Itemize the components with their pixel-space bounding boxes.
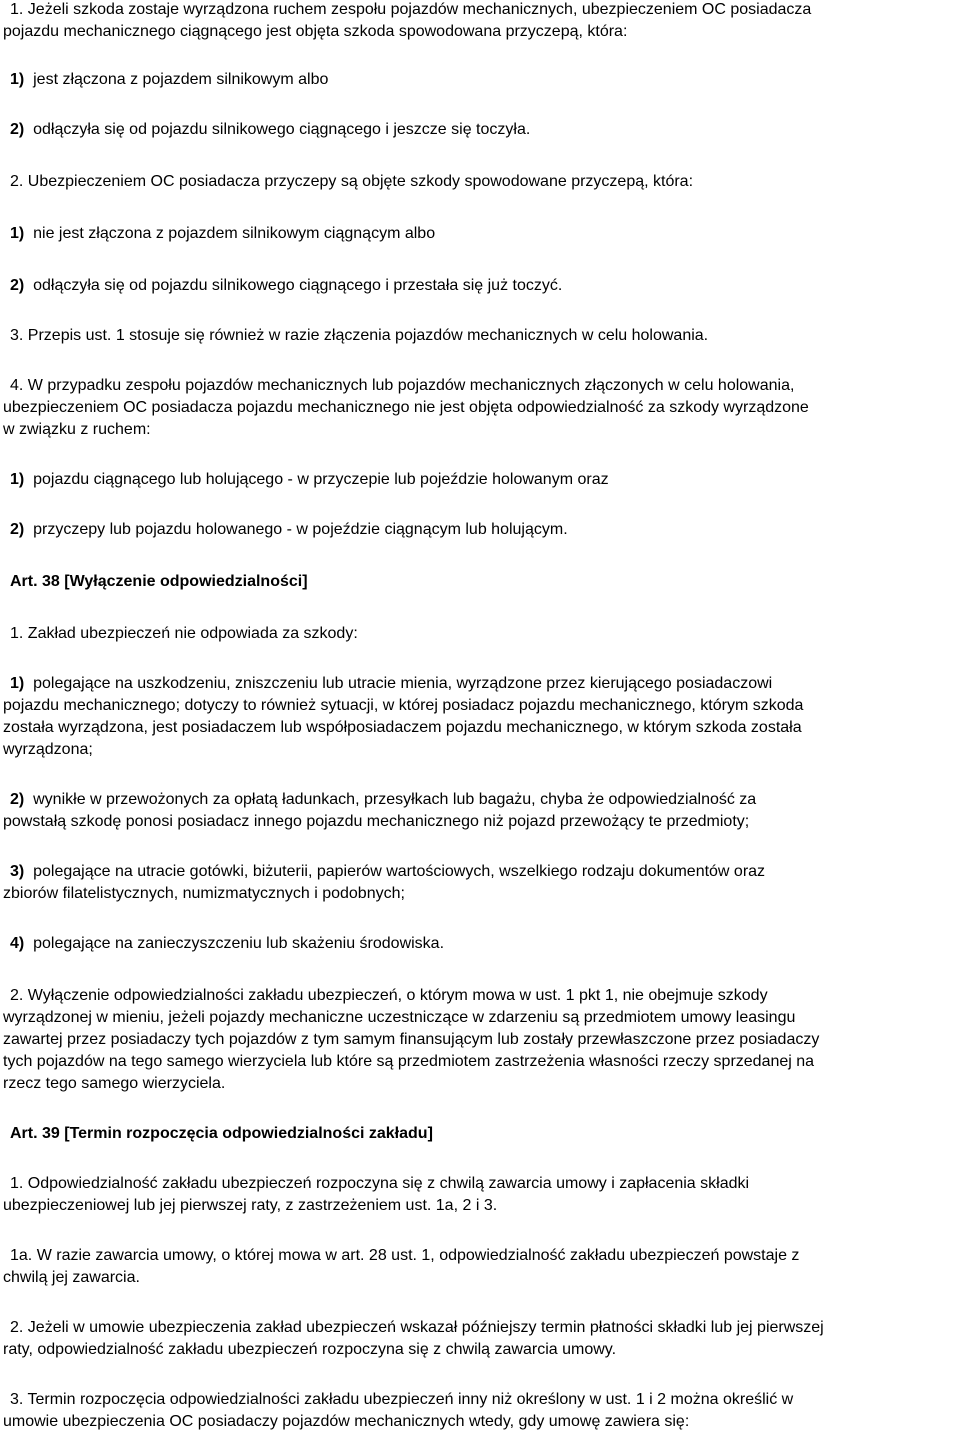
text-line	[3, 420, 151, 440]
text-span: 3. Termin rozpoczęcia odpowiedzialności zakładu ubezpieczeń inny niż określony w ust. 1 i 2 można określić w	[10, 1391, 794, 1408]
bold-text: 2)	[10, 277, 25, 294]
text-line	[10, 172, 693, 192]
text-span: raty, odpowiedzialność zakładu ubezpieczeń rozpoczyna się z chwilą zawarcia umowy.	[3, 1341, 617, 1358]
text-line	[10, 790, 756, 810]
text-line	[10, 624, 358, 644]
text-line	[3, 718, 802, 738]
text-span: została wyrządzona, jest posiadaczem lub współposiadaczem pojazdu mechanicznego, w którym szkoda została	[3, 719, 802, 736]
bold-text: 2)	[10, 791, 25, 808]
text-span: w związku z ruchem:	[3, 421, 151, 438]
text-line	[3, 1412, 689, 1432]
text-line	[3, 740, 93, 760]
text-line	[10, 934, 444, 954]
bold-text: 1)	[10, 675, 25, 692]
text-line	[10, 1124, 433, 1144]
text-span: 1. Jeżeli szkoda zostaje wyrządzona ruchem zespołu pojazdów mechanicznych, ubezpieczeniem OC posiadacza	[10, 1, 812, 18]
bold-text: 1)	[10, 71, 25, 88]
text-line	[10, 862, 765, 882]
text-line	[3, 1030, 819, 1050]
text-span: polegające na utracie gotówki, biżuterii, papierów wartościowych, wszelkiego rodzaju dokumentów oraz	[24, 863, 766, 880]
text-line	[3, 1268, 140, 1288]
text-span: 1a. W razie zawarcia umowy, o której mowa w art. 28 ust. 1, odpowiedzialność zakładu ubezpieczeń powstaje z	[10, 1247, 800, 1264]
text-span: ubezpieczeniowej lub jej pierwszej raty, z zastrzeżeniem ust. 1a, 2 i 3.	[3, 1197, 498, 1214]
text-line	[3, 1074, 225, 1094]
text-line	[10, 224, 435, 244]
text-span: zbiorów filatelistycznych, numizmatycznych i podobnych;	[3, 885, 405, 902]
text-line	[3, 812, 749, 832]
text-span: powstałą szkodę ponosi posiadacz innego pojazdu mechanicznego niż pojazd przewożący te przedmioty;	[3, 813, 750, 830]
text-span: ubezpieczeniem OC posiadacza pojazdu mechanicznego nie jest objęta odpowiedzialność za szkody wyrządzone	[3, 399, 809, 416]
bold-text: 4)	[10, 935, 25, 952]
text-line	[3, 1008, 795, 1028]
text-span: wyrządzona;	[3, 741, 93, 758]
text-span: umowie ubezpieczenia OC posiadaczy pojazdów mechanicznych wtedy, gdy umowę zawiera się:	[3, 1413, 690, 1430]
text-span: pojazdu mechanicznego ciągnącego jest objęta szkoda spowodowana przyczepą, która:	[3, 23, 628, 40]
text-line	[3, 398, 809, 418]
text-span: 1. Odpowiedzialność zakładu ubezpieczeń rozpoczyna się z chwilą zawarcia umowy i zapłacenia składki	[10, 1175, 750, 1192]
bold-text: 3)	[10, 863, 25, 880]
text-span: przyczepy lub pojazdu holowanego - w pojeździe ciągnącym lub holującym.	[24, 521, 568, 538]
text-span: 4. W przypadku zespołu pojazdów mechanicznych lub pojazdów mechanicznych złączonych w celu holowania,	[10, 377, 795, 394]
text-line	[10, 120, 530, 140]
bold-text: 2)	[10, 521, 25, 538]
text-line	[10, 1390, 793, 1410]
text-line	[10, 276, 562, 296]
text-line	[10, 520, 568, 540]
text-span: 2. Wyłączenie odpowiedzialności zakładu ubezpieczeń, o którym mowa w ust. 1 pkt 1, nie obejmuje szkody	[10, 987, 768, 1004]
text-span: 3. Przepis ust. 1 stosuje się również w razie złączenia pojazdów mechanicznych w celu holowania.	[10, 327, 709, 344]
text-span: jest złączona z pojazdem silnikowym albo	[24, 71, 329, 88]
text-line	[10, 70, 328, 90]
text-span: 1. Zakład ubezpieczeń nie odpowiada za szkody:	[10, 625, 358, 642]
text-line	[10, 674, 772, 694]
bold-text: 1)	[10, 471, 25, 488]
text-span: odłączyła się od pojazdu silnikowego ciągnącego i przestała się już toczyć.	[24, 277, 563, 294]
text-line	[3, 22, 627, 42]
text-span: nie jest złączona z pojazdem silnikowym ciągnącym albo	[24, 225, 436, 242]
text-line	[10, 1318, 824, 1338]
text-span: polegające na uszkodzeniu, zniszczeniu lub utracie mienia, wyrządzone przez kierującego posiadaczowi	[24, 675, 773, 692]
bold-text: Art. 38 [Wyłączenie odpowiedzialności]	[10, 573, 308, 590]
text-line	[3, 1052, 814, 1072]
bold-text: 2)	[10, 121, 25, 138]
text-span: odłączyła się od pojazdu silnikowego ciągnącego i jeszcze się toczyła.	[24, 121, 531, 138]
bold-text: 1)	[10, 225, 25, 242]
text-span: wyrządzonej w mieniu, jeżeli pojazdy mechaniczne uczestniczące w zdarzeniu są przedmiotem umowy leasingu	[3, 1009, 796, 1026]
text-span: rzecz tego samego wierzyciela.	[3, 1075, 226, 1092]
text-line	[3, 1196, 497, 1216]
text-line	[3, 1340, 616, 1360]
text-span: pojazdu ciągnącego lub holującego - w przyczepie lub pojeździe holowanym oraz	[24, 471, 609, 488]
text-line	[10, 326, 708, 346]
bold-text: Art. 39 [Termin rozpoczęcia odpowiedzialności zakładu]	[10, 1125, 433, 1142]
text-span: polegające na zanieczyszczeniu lub skażeniu środowiska.	[24, 935, 445, 952]
text-line	[10, 1174, 749, 1194]
text-line	[10, 0, 811, 20]
text-span: tych pojazdów na tego samego wierzyciela lub które są przedmiotem zastrzeżenia własności rzeczy sprzedanej na	[3, 1053, 815, 1070]
text-line	[10, 470, 609, 490]
text-line	[10, 986, 768, 1006]
text-span: pojazdu mechanicznego; dotyczy to również sytuacji, w której posiadacz pojazdu mechanicznego, którym szkoda	[3, 697, 804, 714]
text-line	[10, 1246, 799, 1266]
text-span: 2. Jeżeli w umowie ubezpieczenia zakład ubezpieczeń wskazał późniejszy termin płatności składki lub jej pierwszej	[10, 1319, 824, 1336]
text-span: chwilą jej zawarcia.	[3, 1269, 140, 1286]
text-line	[10, 572, 308, 592]
text-span: wynikłe w przewożonych za opłatą ładunkach, przesyłkach lub bagażu, chyba że odpowiedzialność za	[24, 791, 757, 808]
text-line	[3, 696, 803, 716]
text-span: zawartej przez posiadaczy tych pojazdów z tym samym finansującym lub zostały przewłaszczone przez posiadaczy	[3, 1031, 820, 1048]
text-line	[10, 376, 794, 396]
text-line	[3, 884, 405, 904]
text-span: 2. Ubezpieczeniem OC posiadacza przyczepy są objęte szkody spowodowane przyczepą, która:	[10, 173, 694, 190]
